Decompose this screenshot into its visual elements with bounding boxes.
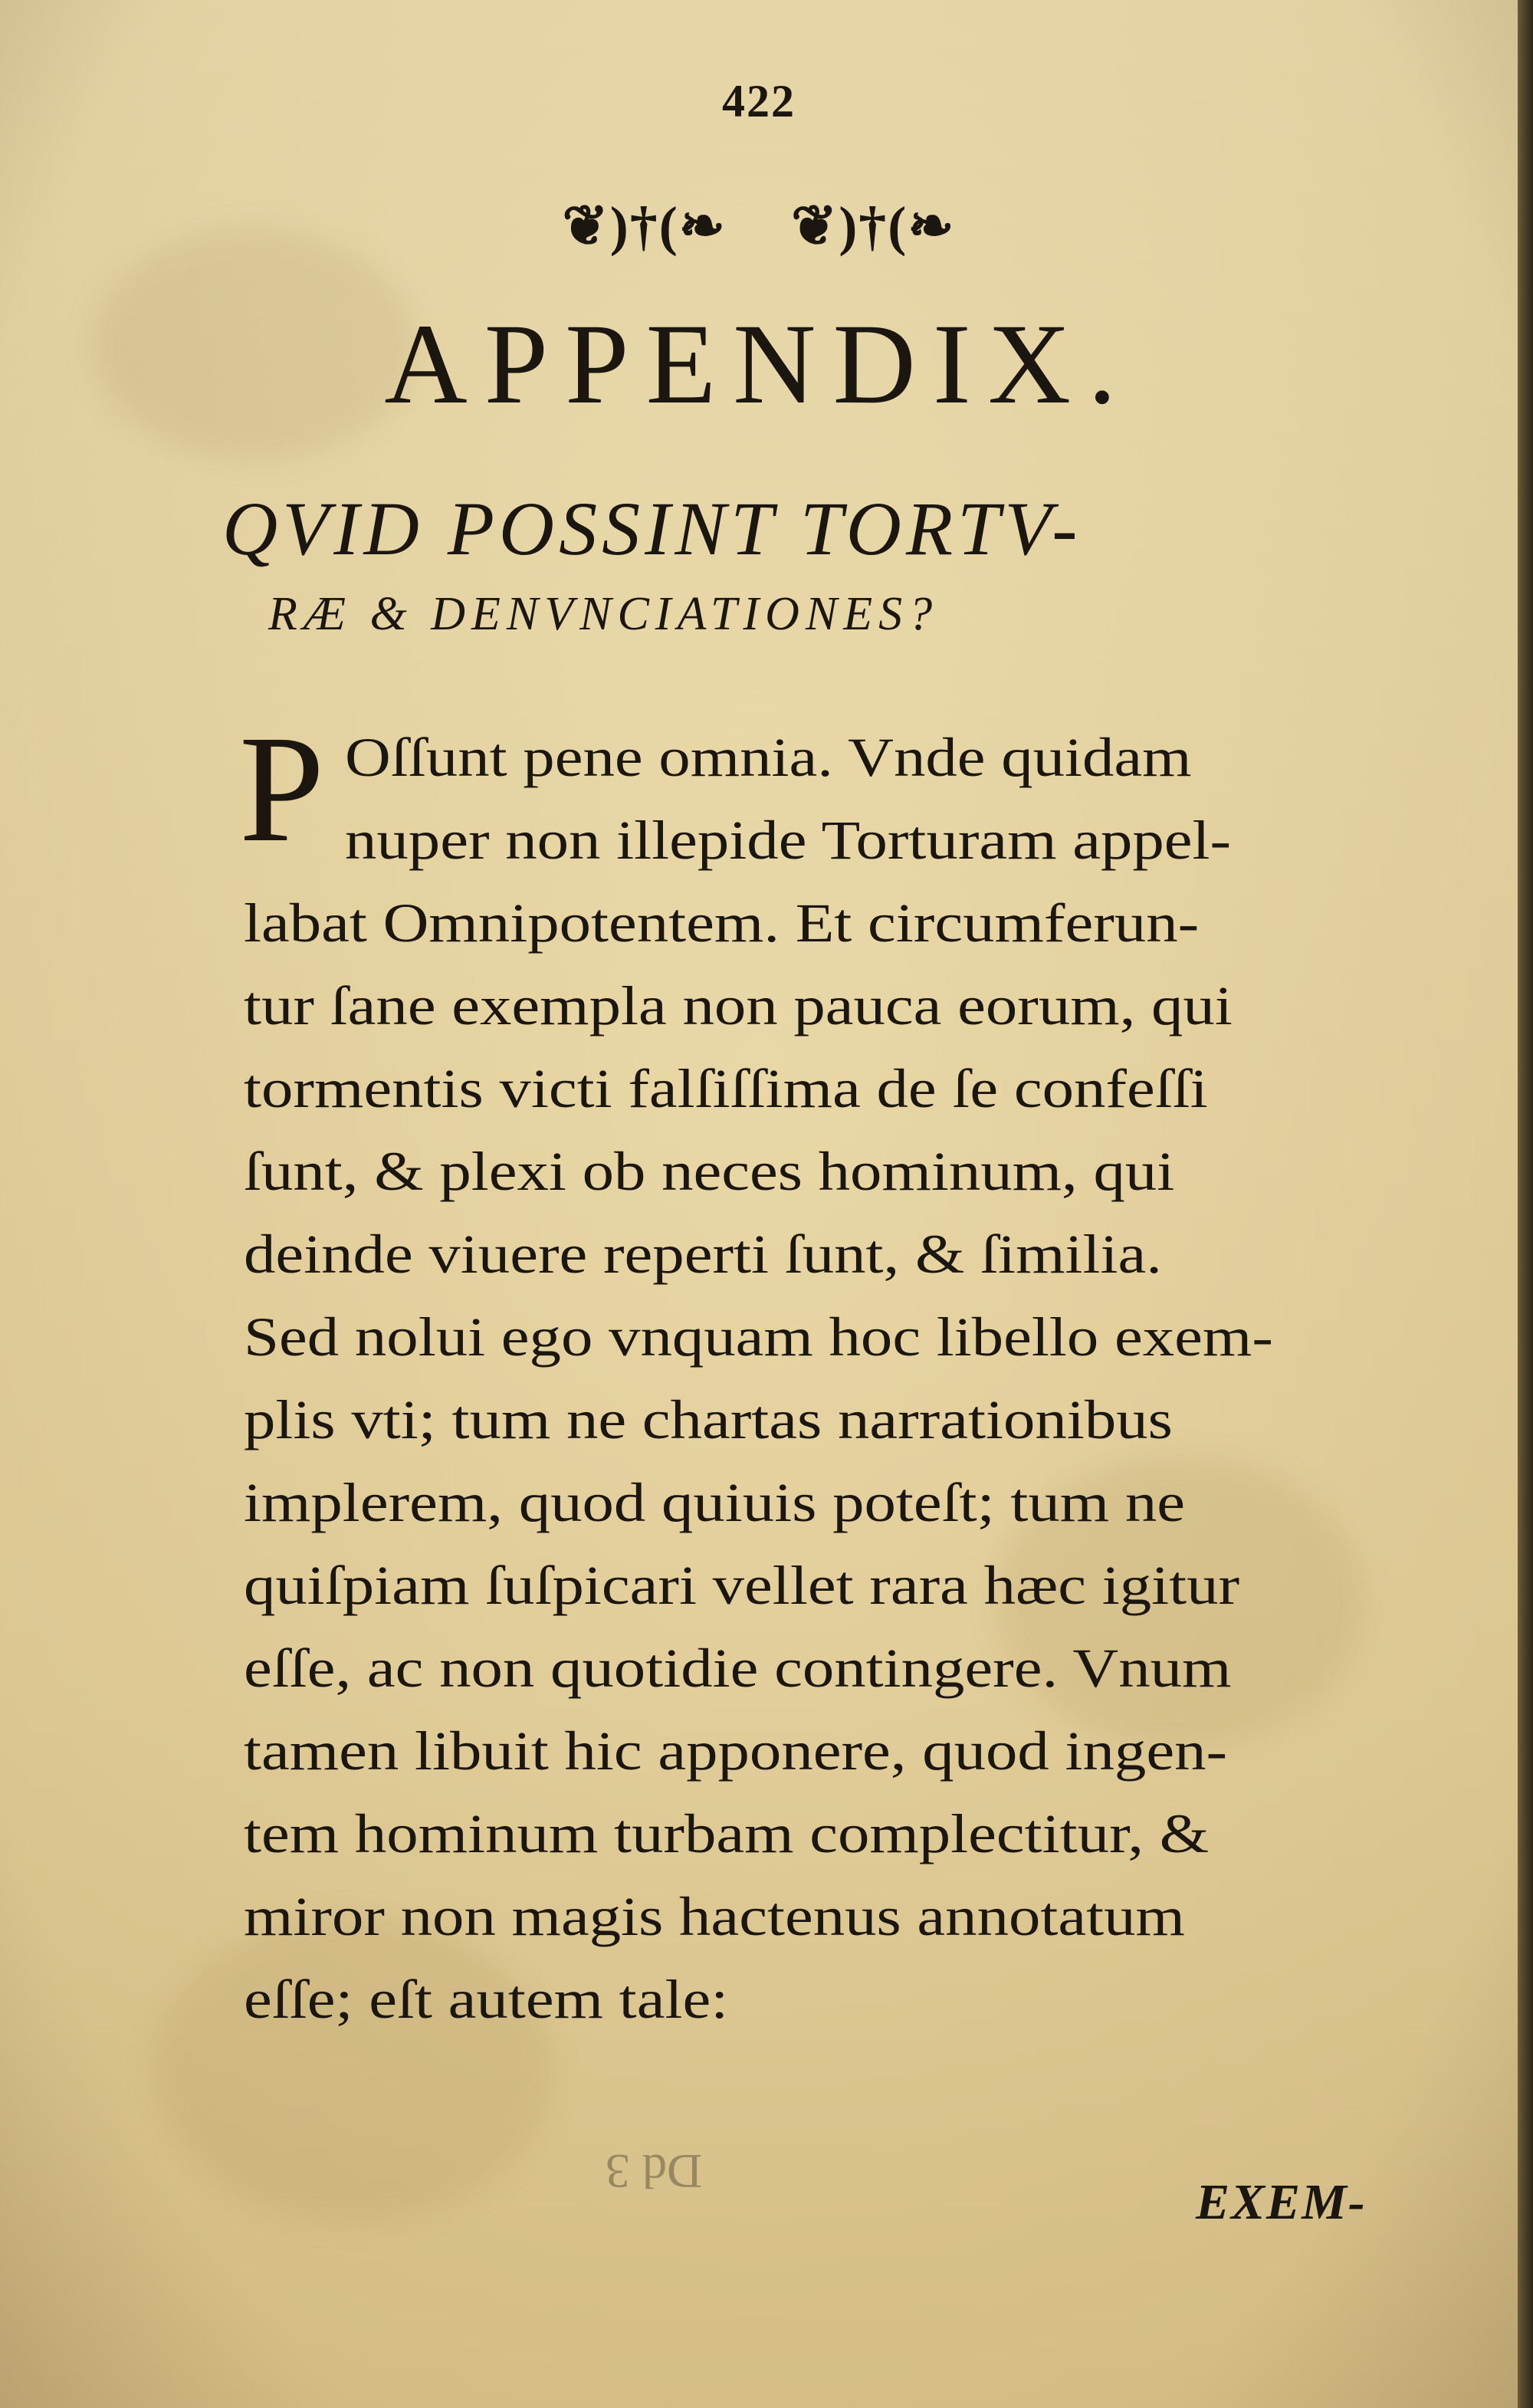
body-line: tur ſane exempla non pauca eorum, qui — [244, 975, 1233, 1036]
header-ornaments — [0, 193, 1518, 258]
subtitle-line-2: RÆ & DENVNCIATIONES? — [268, 588, 939, 640]
paper-stain — [153, 1917, 552, 2223]
drop-cap: P — [239, 705, 325, 874]
body-line: Sed nolui ego vnquam hoc libello exem- — [244, 1306, 1273, 1368]
ornament-right-icon: ❦)†(❧ — [791, 195, 956, 257]
body-line: eſſe, ac non quotidie contingere. Vnum — [244, 1638, 1232, 1699]
body-line: nuper non illepide Torturam appel- — [345, 810, 1232, 871]
subtitle-line-1: QVID POSSINT TORTV- — [222, 486, 1082, 571]
body-line: ſunt, & plexi ob neces hominum, qui — [244, 1141, 1175, 1202]
body-line: eſſe; eſt autem tale: — [244, 1969, 729, 2030]
body-line: miror non magis hactenus annotatum — [244, 1886, 1185, 1947]
body-line: implerem, quod quiuis poteſt; tum ne — [244, 1472, 1186, 1533]
body-line: tormentis victi falſiſſima de ſe confeſſi — [244, 1058, 1208, 1119]
body-line: quiſpiam ſuſpicari vellet rara hæc igitur — [244, 1555, 1240, 1616]
body-line: tamen libuit hic apponere, quod ingen- — [244, 1720, 1228, 1782]
page-title: APPENDIX. — [384, 301, 1134, 428]
body-line: plis vti; tum ne chartas narrationibus — [244, 1389, 1173, 1450]
catchword: EXEM- — [1196, 2174, 1367, 2230]
signature-mark: Dd 3 — [606, 2144, 703, 2199]
ornament-left-icon: ❦)†(❧ — [562, 195, 727, 257]
page-number: 422 — [722, 76, 796, 126]
body-line: deinde viuere reperti ſunt, & ſimilia. — [244, 1224, 1162, 1285]
page-edge — [1518, 0, 1533, 2408]
body-line: tem hominum turbam complectitur, & — [244, 1803, 1210, 1864]
body-line: labat Omnipotentem. Et circumferun- — [244, 892, 1200, 954]
body-line: Oſſunt pene omnia. Vnde quidam — [345, 727, 1192, 788]
